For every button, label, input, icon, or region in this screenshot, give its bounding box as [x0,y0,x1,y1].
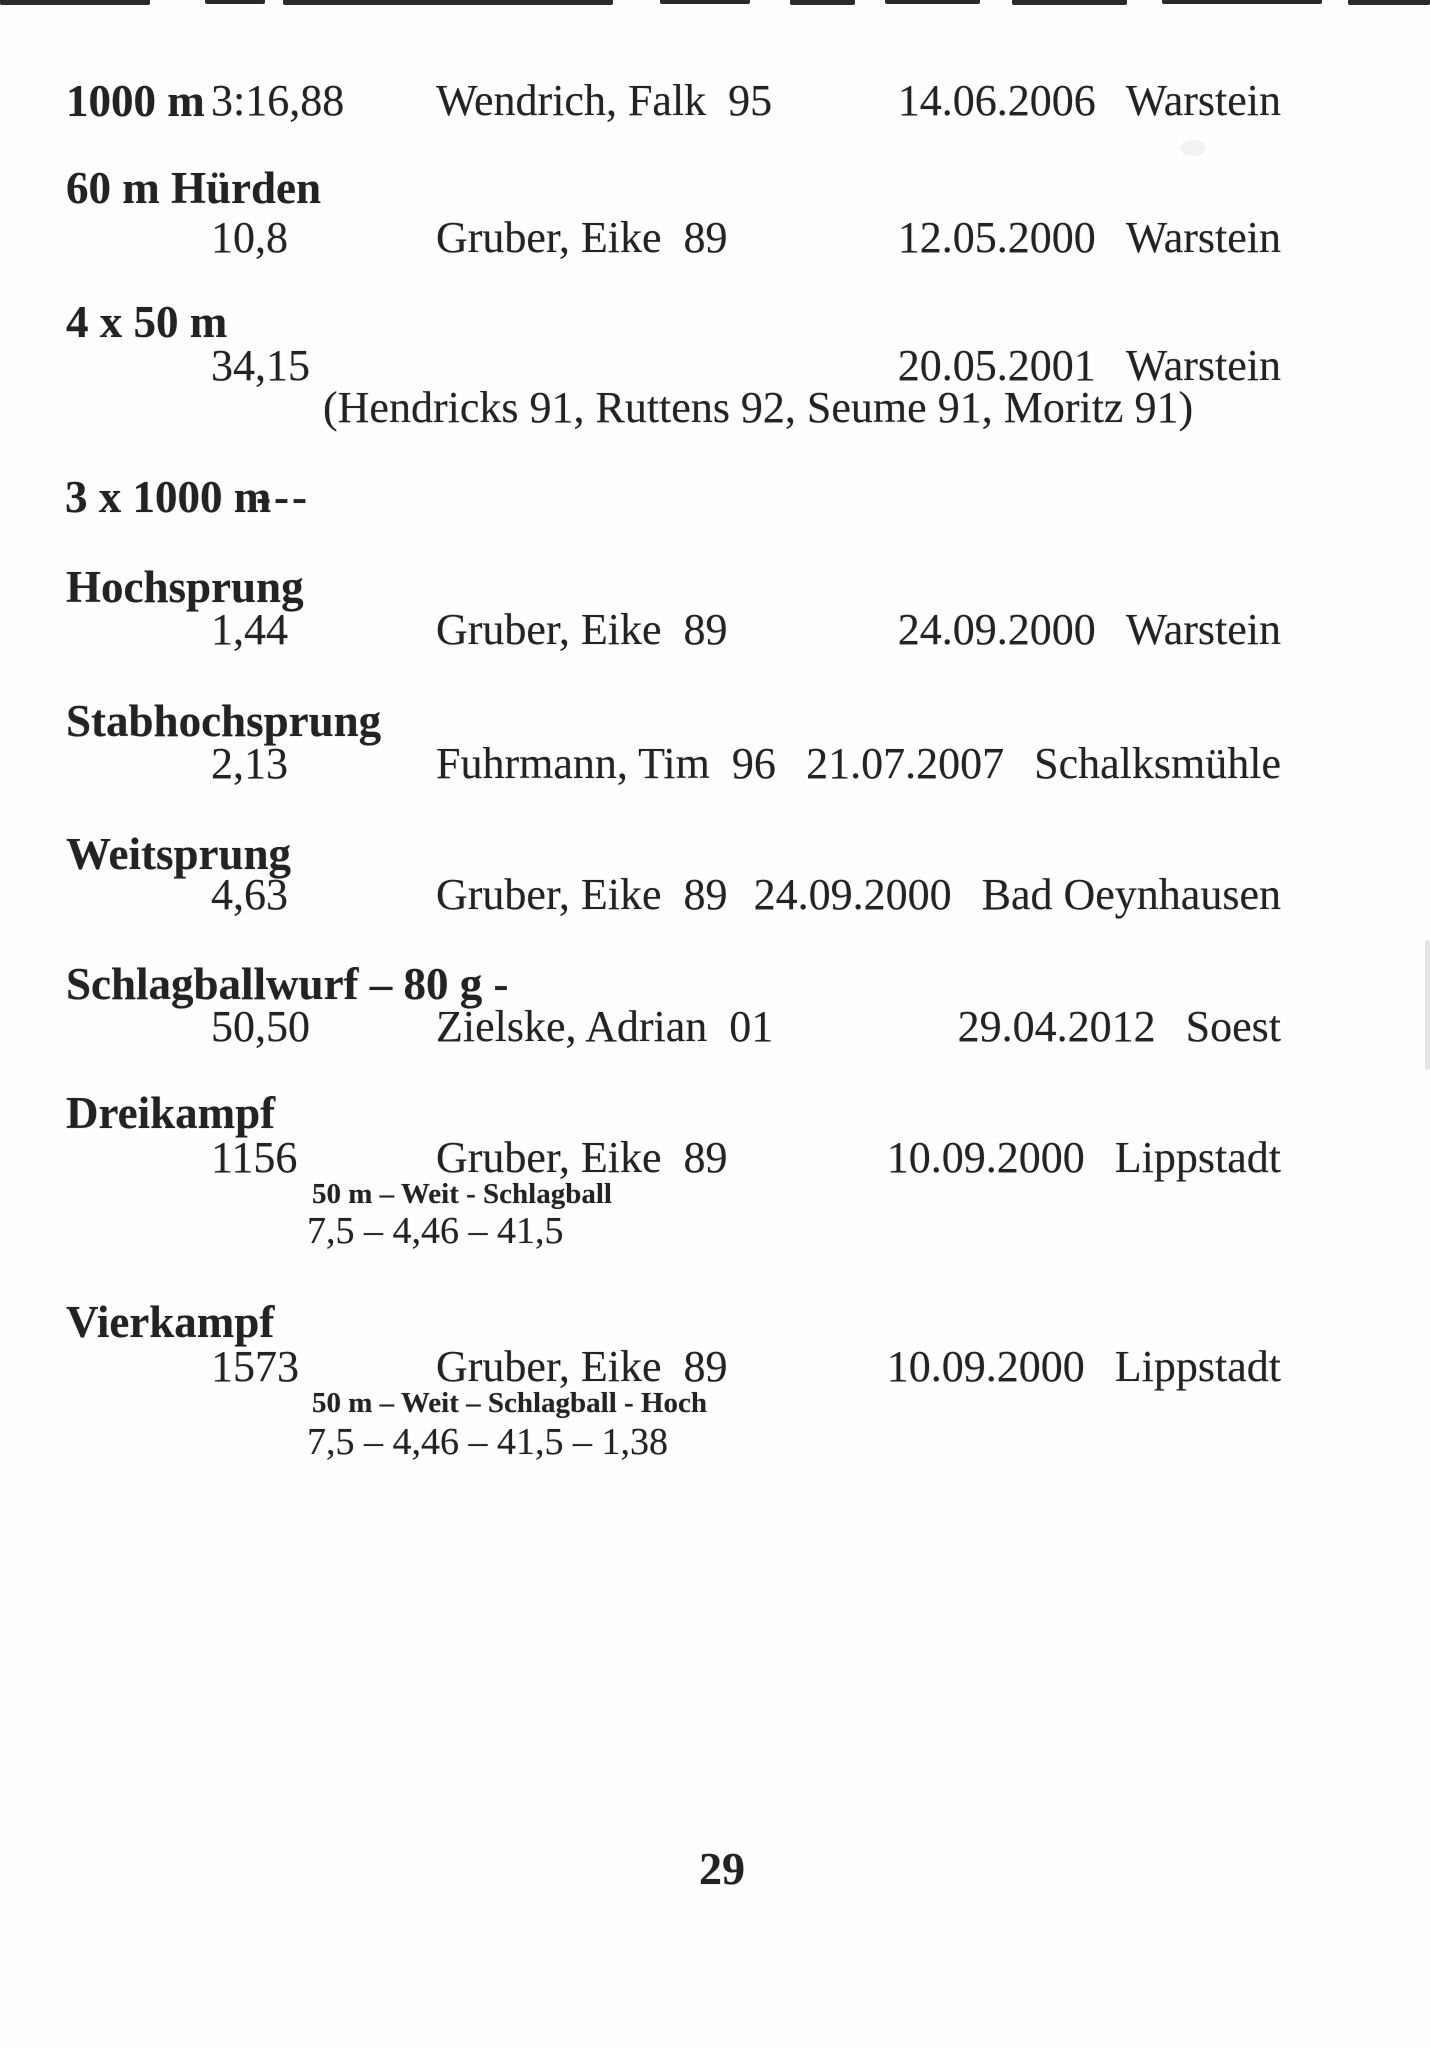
date-place-group [958,1003,1281,1051]
record-place: Warstein [1125,341,1281,390]
date-place-group [898,214,1281,262]
date-place-group [887,1343,1281,1391]
results-row [0,1422,1430,1476]
athlete-name: Gruber, Eike 89 [436,1133,728,1182]
record-date: 20.05.2001 [897,341,1096,390]
athlete-name: Zielske, Adrian 01 [436,1002,774,1051]
combined-event-results: 7,5 – 4,46 – 41,5 – 1,38 [307,1421,668,1463]
record-place: Schalksmühle [1034,739,1281,788]
relay-members: (Hendricks 91, Ruttens 92, Seume 91, Moritz 91) [323,383,1194,432]
combined-event-results: 7,5 – 4,46 – 41,5 [307,1210,564,1252]
event-heading: Dreikampf [66,1088,276,1138]
event-heading-row [0,164,1430,218]
scan-artifact [0,0,150,5]
record-date: 24.09.2000 [753,870,952,919]
event-heading: 4 x 50 m [66,297,228,347]
combined-event-disciplines: 50 m – Weit – Schlagball - Hoch [312,1387,708,1419]
record-date: 12.05.2000 [897,213,1096,262]
record-value: 34,15 [211,341,310,390]
results-row [0,1211,1430,1265]
date-place-group [887,1134,1281,1182]
record-value: 1573 [211,1342,299,1391]
record-date: 29.04.2012 [957,1002,1156,1051]
scan-artifact [885,0,980,4]
scan-artifact [1162,0,1322,4]
record-row [0,214,1430,268]
record-value: 10,8 [211,213,288,262]
date-place-group [806,740,1281,788]
record-place: Warstein [1125,76,1281,125]
page-number: 29 [699,1843,745,1894]
scan-artifact [1348,0,1430,5]
athlete-name: Gruber, Eike 89 [436,870,728,919]
event-heading: Vierkampf [66,1297,275,1347]
event-heading: Stabhochsprung [66,696,382,746]
athlete-name: Fuhrmann, Tim 96 [436,739,776,788]
scan-artifact [283,0,613,5]
scan-artifact [790,0,855,5]
event-heading: Hochsprung [66,562,304,612]
event-heading-row [0,473,1430,527]
athlete-name: Gruber, Eike 89 [436,1342,728,1391]
record-row [0,606,1430,660]
scan-artifact [660,0,750,4]
record-value: 3:16,88 [211,76,345,125]
athlete-name: Gruber, Eike 89 [436,213,728,262]
event-heading: 3 x 1000 m [65,472,272,522]
scan-artifact [205,0,265,4]
record-row [0,77,1430,131]
record-value: 1,44 [211,605,288,654]
record-place: Lippstadt [1114,1133,1281,1182]
record-place: Bad Oeynhausen [981,870,1281,919]
date-place-group [898,77,1281,125]
date-place-group [898,606,1281,654]
record-date: 10.09.2000 [886,1342,1085,1391]
record-date: 21.07.2007 [806,739,1005,788]
record-row [0,740,1430,794]
event-heading: Schlagballwurf – 80 g - [66,959,509,1009]
record-place: Lippstadt [1114,1342,1281,1391]
scan-artifact-strip [0,0,1430,8]
record-value: 50,50 [211,1002,310,1051]
no-record-dashes: --- [256,472,310,522]
record-date: 24.09.2000 [897,605,1096,654]
record-value: 2,13 [211,739,288,788]
event-heading: Weitsprung [66,829,292,879]
record-row [0,1003,1430,1057]
combined-event-disciplines: 50 m – Weit - Schlagball [312,1178,612,1210]
record-date: 10.09.2000 [886,1133,1085,1182]
scan-artifact [1012,0,1127,5]
relay-members-row [0,384,1430,438]
date-place-group [754,871,1281,919]
record-place: Warstein [1125,213,1281,262]
record-row [0,871,1430,925]
record-place: Soest [1185,1002,1281,1051]
scan-artifact [1180,140,1206,156]
record-value: 1156 [211,1133,298,1182]
record-date: 14.06.2006 [897,76,1096,125]
event-heading: 60 m Hürden [66,163,322,213]
event-heading: 1000 m [66,76,205,126]
athlete-name: Wendrich, Falk 95 [436,76,773,125]
athlete-name: Gruber, Eike 89 [436,605,728,654]
record-value: 4,63 [211,870,288,919]
record-place: Warstein [1125,605,1281,654]
